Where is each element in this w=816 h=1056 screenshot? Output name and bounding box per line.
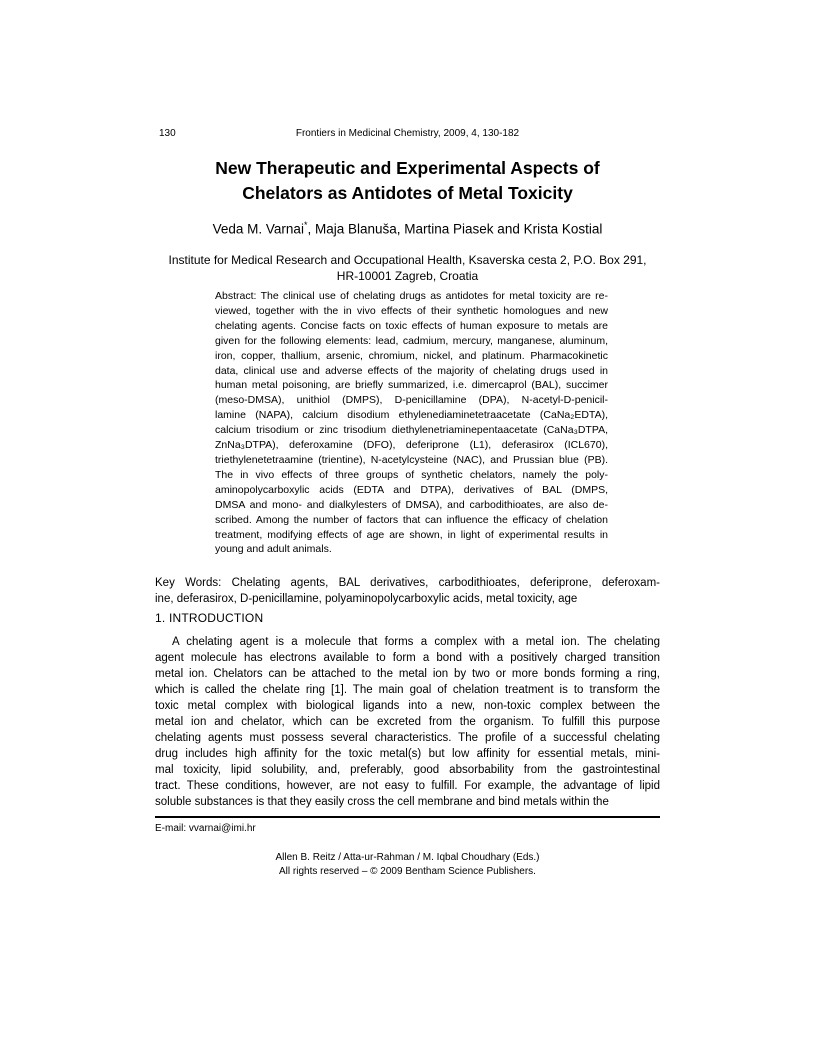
text-line: treatment, modifying effects of age are shown, in light of experimental results in — [215, 528, 608, 541]
publisher-footer — [155, 851, 660, 879]
keywords — [155, 575, 660, 607]
text-line: Allen B. Reitz / Atta-ur-Rahman / M. Iqbal Choudhary (Eds.) — [275, 852, 540, 863]
authors-rest: , Maja Blanuša, Martina Piasek and Krista Kostial — [307, 221, 603, 237]
text-line: triethylenetetraamine (trientine), N-acetylcysteine (NAC), and Prussian blue (PB). — [215, 453, 608, 466]
text-line: (meso-DMSA), unithiol (DMPS), D-penicillamine (DPA), N-acetyl-D-penicil- — [215, 394, 608, 407]
text-line: chelating agents. Concise facts on toxic effects of human exposure to metals are — [215, 319, 608, 332]
text-line: lamine (NAPA), calcium disodium ethylenediaminetetraacetate (CaNa₂EDTA), — [215, 409, 608, 422]
text-line: A chelating agent is a molecule that forms a complex with a metal ion. The chelating — [172, 636, 660, 648]
text-line: data, clinical use and adverse effects of the majority of chelating drugs used in — [215, 364, 608, 377]
text-line: young and adult animals. — [215, 543, 332, 556]
page-header — [155, 127, 660, 140]
footnote-rule — [155, 816, 660, 818]
text-line: chelating agents must possess several characteristics. The profile of a successful chelating — [155, 732, 660, 744]
intro-paragraph — [155, 634, 660, 810]
page-number: 130 — [159, 128, 176, 139]
text-line: ZnNa₃DTPA), deferoxamine (DFO), deferiprone (L1), deferasirox (ICL670), — [215, 439, 608, 452]
abstract — [215, 289, 608, 557]
text-line: The in vivo effects of three groups of synthetic chelators, namely the poly- — [215, 468, 608, 481]
text-line: Key Words: Chelating agents, BAL derivatives, carbodithioates, deferiprone, deferoxam- — [155, 577, 660, 589]
text-line: tract. These conditions, however, are not easy to fulfill. For example, the advantage of lipid — [155, 780, 660, 792]
text-line: scribed. Among the number of factors that can influence the efficacy of chelation — [215, 513, 608, 526]
author-asterisk: * — [303, 220, 308, 230]
text-line: mal toxicity, lipid solubility, and, preferably, good absorbability from the gastrointestinal — [155, 764, 660, 776]
journal-header: Frontiers in Medicinal Chemistry, 2009, 4, 130-182 — [295, 128, 520, 139]
text-line: Institute for Medical Research and Occupational Health, Ksaverska cesta 2, P.O. Box 291, — [168, 253, 647, 267]
authors-line — [155, 220, 660, 237]
text-line: human metal poisoning, are briefly summarized, i.e. dimercaprol (BAL), succimer — [215, 379, 608, 392]
text-line: given for the following elements: lead, cadmium, mercury, manganese, aluminum, — [215, 334, 608, 347]
section-heading-introduction: 1. INTRODUCTION — [155, 611, 264, 625]
paper-title — [155, 156, 660, 206]
affiliation — [155, 252, 660, 284]
email-line: E-mail: vvarnai@imi.hr — [155, 823, 256, 834]
text-line: which is called the chelate ring [1]. The main goal of chelation treatment is to transform the — [155, 684, 660, 696]
text-line: Chelators as Antidotes of Metal Toxicity — [242, 183, 573, 203]
author-lead: Veda M. Varnai — [212, 221, 304, 237]
text-line: viewed, together with the in vivo effects of their synthetic homologues and new — [215, 304, 608, 317]
text-line: Abstract: The clinical use of chelating drugs as antidotes for metal toxicity are re- — [215, 290, 608, 302]
text-line: metal ion. Chelators can be attached to the metal ion by two or more bonds forming a ring, — [155, 668, 660, 680]
text-line: HR-10001 Zagreb, Croatia — [336, 269, 479, 283]
text-line: toxic metal complex with biological ligands into a new, non-toxic complex between the — [155, 700, 660, 712]
text-line: New Therapeutic and Experimental Aspects of — [215, 158, 600, 178]
text-line: soluble substances is that they easily cross the cell membrane and bind metals within the — [155, 796, 609, 808]
text-line: drug includes high affinity for the toxic metal(s) but low affinity for essential metals, mini- — [155, 748, 660, 760]
text-line: DMSA and mono- and dialkylesters of DMSA), and carbodithioates, are also de- — [215, 498, 608, 511]
text-line: agent molecule has electrons available to form a bond with a positively charged transition — [155, 652, 660, 664]
text-line: ine, deferasirox, D-penicillamine, polyaminopolycarboxylic acids, metal toxicity, age — [155, 593, 578, 605]
text-line: All rights reserved – © 2009 Bentham Science Publishers. — [279, 866, 536, 877]
text-line: iron, copper, thallium, arsenic, chromium, nickel, and platinum. Pharmacokinetic — [215, 349, 608, 362]
text-line: aminopolycarboxylic acids (EDTA and DTPA), derivatives of BAL (DMPS, — [215, 483, 608, 496]
text-line: metal ion and chelator, which can be excreted from the organism. To fulfill this purpose — [155, 716, 660, 728]
text-line: calcium trisodium or zinc trisodium diethylenetriaminepentaacetate (CaNa₃DTPA, — [215, 424, 608, 437]
